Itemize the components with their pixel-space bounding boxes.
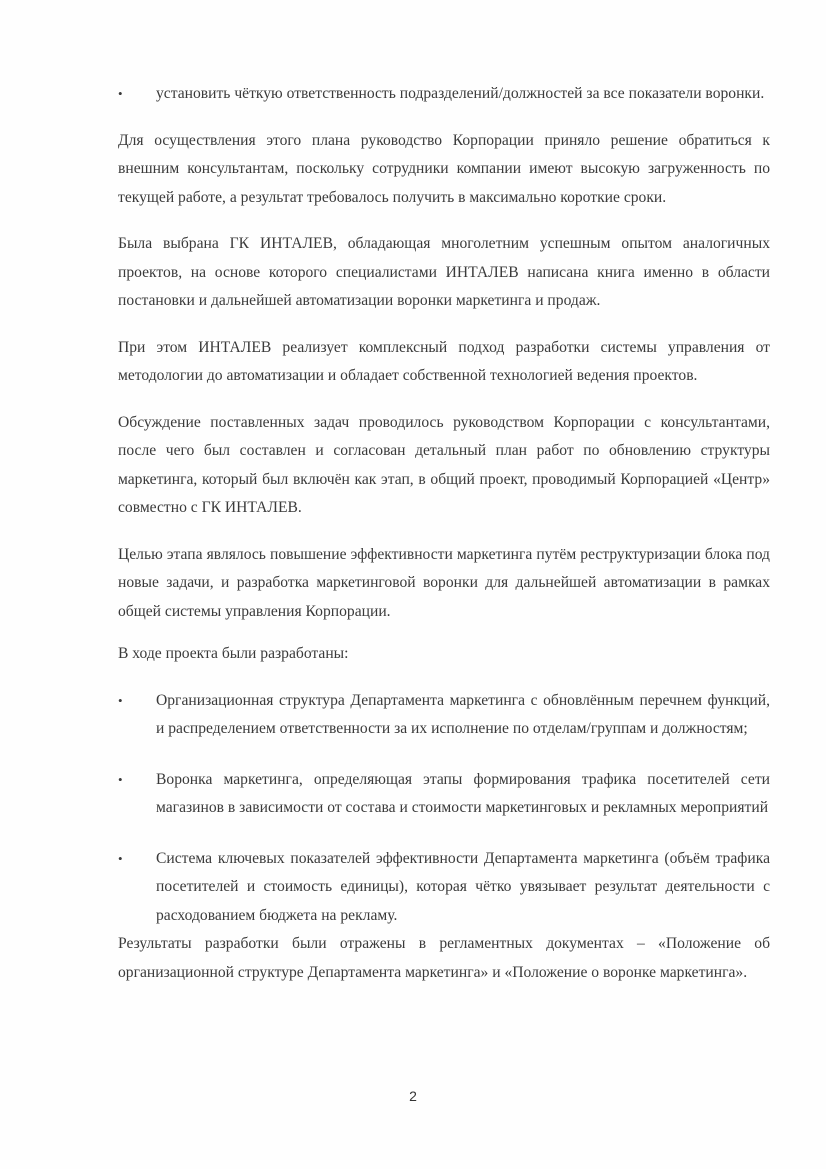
page-number: 2	[409, 1088, 417, 1104]
list-item	[118, 766, 770, 823]
list-item	[118, 687, 770, 744]
list-item-text: установить чёткую ответственность подразделений/должностей за все показатели воронки.	[156, 85, 765, 102]
paragraph-intalev-approach: При этом ИНТАЛЕВ реализует комплексный подход разработки системы управления от методологии до автоматизации и обладает собственной технологией ведения проектов.	[118, 338, 770, 384]
list-item-text: Воронка маркетинга, определяющая этапы формирования трафика посетителей сети магазинов в зависимости от состава и стоимости маркетинговых и рекламных мероприятий	[156, 770, 770, 816]
paragraph-intalev-choice: Была выбрана ГК ИНТАЛЕВ, обладающая многолетним успешным опытом аналогичных проектов, на основе которого специалистами ИНТАЛЕВ написана книга именно в области постановки и дальнейшей автоматизации воронки маркетинга и продаж.	[118, 235, 770, 309]
bullet-marker: •	[118, 850, 123, 866]
bullet-marker: •	[118, 86, 123, 101]
paragraph-consultants: Для осуществления этого плана руководство Корпорации приняло решение обратиться к внешним консультантам, поскольку сотрудники компании имеют высокую загруженность по текущей работе, а результат требовалось получить в максимально короткие сроки.	[118, 131, 770, 206]
bullet-marker: •	[118, 771, 123, 787]
paragraph-developed-intro: В ходе проекта были разработаны:	[118, 645, 349, 662]
list-item-text: Организационная структура Департамента маркетинга с обновлённым перечнем функций, и распределением ответственности за их исполнение по отделам/группам и должностям;	[156, 691, 770, 737]
paragraph-goal: Целью этапа являлось повышение эффективности маркетинга путём реструктуризации блока под новые задачи, и разработка маркетинговой воронки для дальнейшей автоматизации в рамках общей системы управления Корпорации.	[118, 545, 770, 620]
list-item-top	[118, 80, 770, 109]
list-item	[118, 845, 770, 931]
page-content	[118, 80, 770, 987]
paragraph-results: Результаты разработки были отражены в регламентных документах – «Положение об организационной структуре Департамента маркетинга» и «Положение о воронке маркетинга».	[118, 935, 770, 981]
bullet-marker: •	[118, 692, 123, 708]
list-item-text: Система ключевых показателей эффективности Департамента маркетинга (объём трафика посетителей и стоимость единицы), которая чётко увязывает результат деятельности с расходованием бюджета на рекламу.	[156, 849, 770, 924]
paragraph-discussion: Обсуждение поставленных задач проводилось руководством Корпорации с консультантами, после чего был составлен и согласован детальный план работ по обновлению структуры маркетинга, который был включён как этап, в общий проект, проводимый Корпорацией «Центр» совместно с ГК ИНТАЛЕВ.	[118, 413, 770, 516]
